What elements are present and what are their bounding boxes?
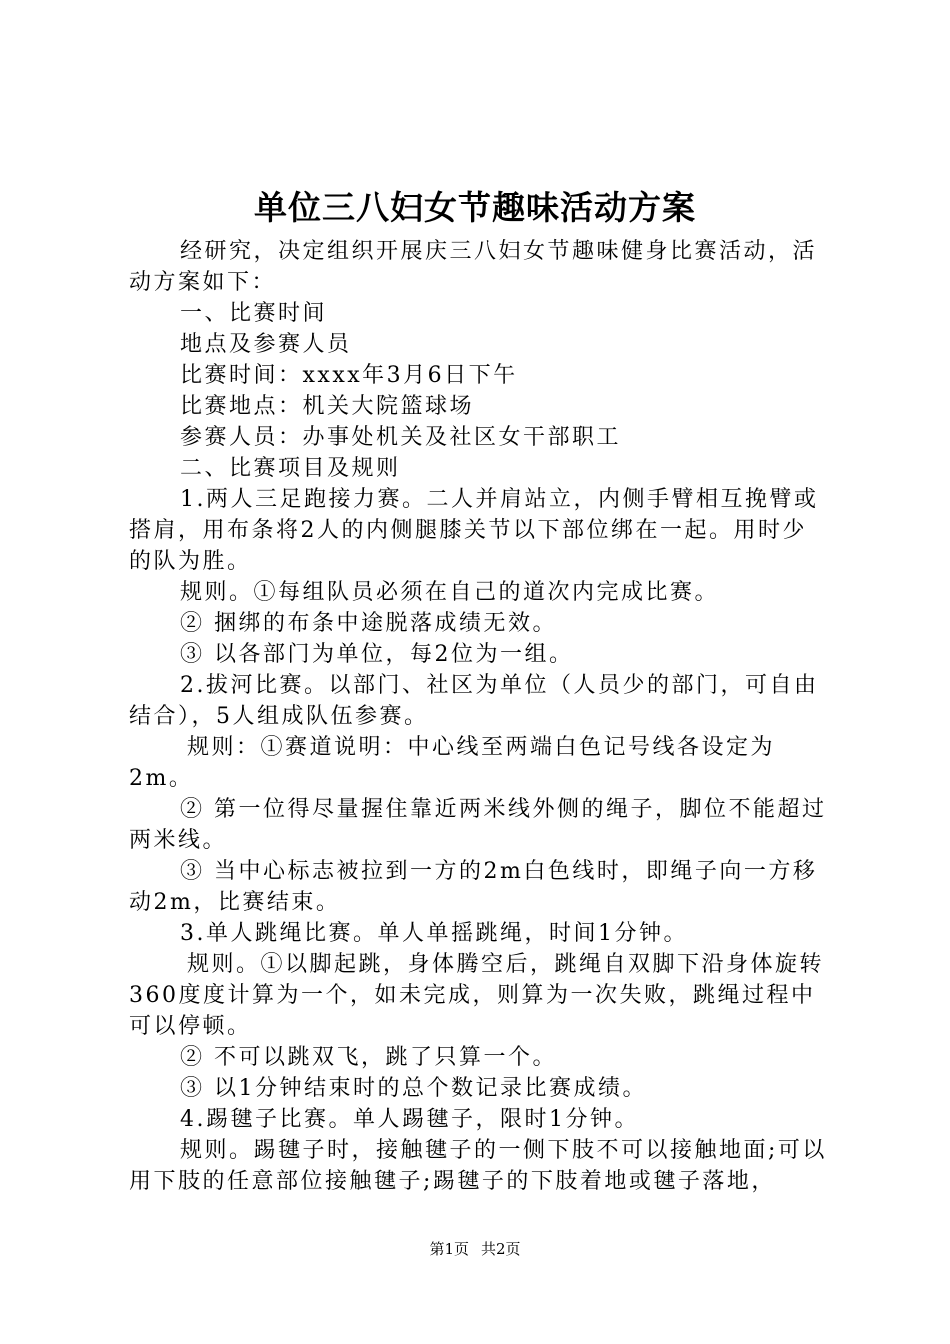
rule-paragraph: 规则。踢毽子时，接触毽子的一侧下肢不可以接触地面;可以用下肢的任意部位接触毽子;踢毽子的下肢着地或毽子落地， <box>129 1138 827 1194</box>
rule-paragraph: ② 捆绑的布条中途脱落成绩无效。 <box>180 611 557 636</box>
document-title: 单位三八妇女节趣味活动方案 <box>254 188 696 227</box>
competition-location: 比赛地点：机关大院篮球场 <box>180 394 475 419</box>
section-heading-time: 一、比赛时间 <box>180 301 328 326</box>
section-heading-location: 地点及参赛人员 <box>180 332 352 357</box>
rule-paragraph: ② 第一位得尽量握住靠近两米线外侧的绳子，脚位不能超过两米线。 <box>129 797 827 853</box>
document-body <box>129 236 831 1197</box>
participants: 参赛人员：办事处机关及社区女干部职工 <box>180 425 622 450</box>
event-tug-of-war: 2.拔河比赛。以部门、社区为单位（人员少的部门，可自由结合），5人组成队伍参赛。 <box>129 673 819 729</box>
page-number: 第1页 <box>429 1240 469 1258</box>
page-total: 共2页 <box>481 1240 521 1258</box>
rule-paragraph: 规则。①以脚起跳，身体腾空后，跳绳自双脚下沿身体旋转360度度计算为一个，如未完成，则算为一次失败，跳绳过程中可以停顿。 <box>129 952 825 1039</box>
rule-paragraph: ③ 以1分钟结束时的总个数记录比赛成绩。 <box>180 1076 647 1101</box>
page-footer <box>0 1237 950 1261</box>
event-shuttlecock-kicking: 4.踢毽子比赛。单人踢毽子，限时1分钟。 <box>180 1107 639 1132</box>
section-heading-events: 二、比赛项目及规则 <box>180 456 401 481</box>
rule-paragraph: ③ 当中心标志被拉到一方的2m白色线时，即绳子向一方移动2m，比赛结束。 <box>129 859 818 915</box>
competition-time: 比赛时间：xxxx年3月6日下午 <box>180 363 518 388</box>
rule-paragraph: 规则。①每组队员必须在自己的道次内完成比赛。 <box>180 580 720 605</box>
intro-paragraph: 经研究，决定组织开展庆三八妇女节趣味健身比赛活动，活动方案如下： <box>129 239 818 295</box>
rule-paragraph: ② 不可以跳双飞，跳了只算一个。 <box>180 1045 557 1070</box>
rule-paragraph: 规则：①赛道说明：中心线至两端白色记号线各设定为2m。 <box>129 735 776 791</box>
rule-paragraph: ③ 以各部门为单位，每2位为一组。 <box>180 642 574 667</box>
event-jump-rope: 3.单人跳绳比赛。单人单摇跳绳，时间1分钟。 <box>180 921 688 946</box>
event-three-legged-race: 1.两人三足跑接力赛。二人并肩站立，内侧手臂相互挽臂或搭肩，用布条将2人的内侧腿膝关节以下部位绑在一起。用时少的队为胜。 <box>129 487 819 574</box>
